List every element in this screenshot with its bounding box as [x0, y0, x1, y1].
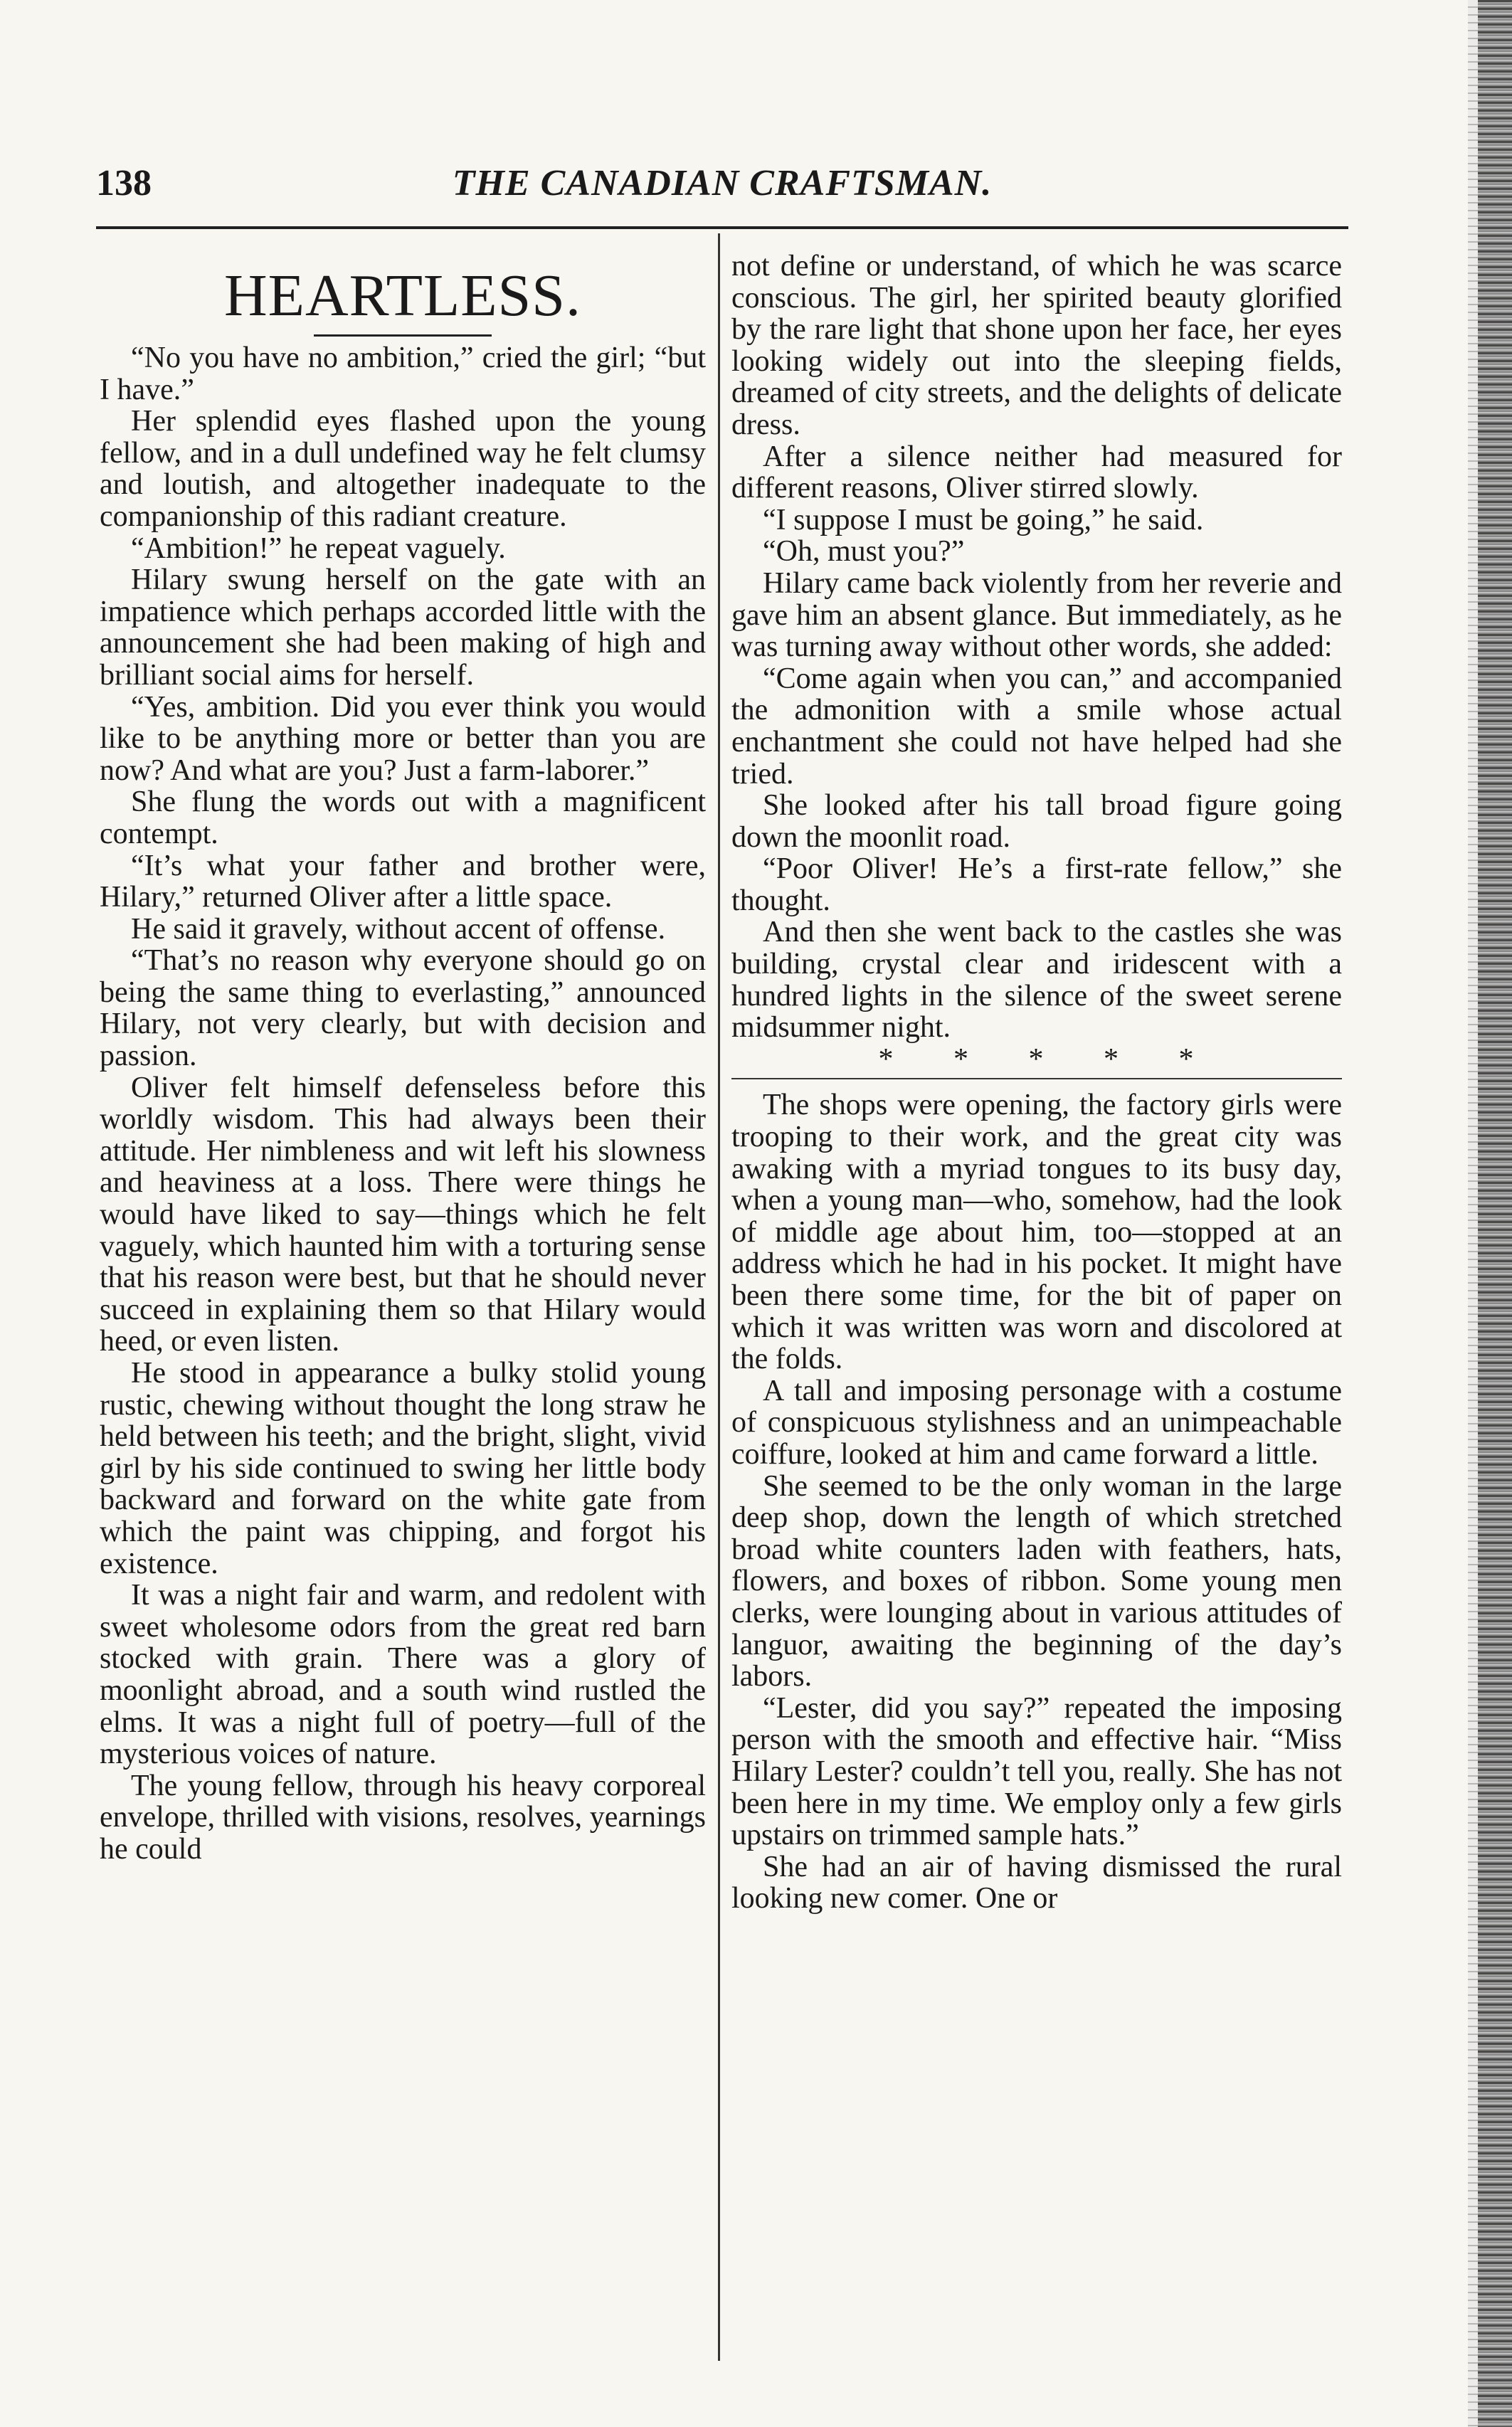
paragraph: Hilary swung herself on the gate with an impatience which perhaps accorded little with the announcement she had been making of high and brilliant social aims for herself.	[100, 564, 706, 692]
paragraph: A tall and imposing personage with a costume of conspicuous stylishness and an unimpeachable coiffure, looked at him and came forward a little.	[731, 1374, 1342, 1471]
page-edge-shadow	[1468, 0, 1478, 2427]
paragraph: “Yes, ambition. Did you ever think you would like to be anything more or better than you are now? And what are you? Just a farm-laborer.”	[100, 690, 706, 787]
paragraph: “Poor Oliver! He’s a first-rate fellow,” she thought.	[731, 852, 1342, 917]
paragraph: “It’s what your father and brother were, Hilary,” returned Oliver after a little space.	[100, 849, 706, 914]
paragraph: And then she went back to the castles she was building, crystal clear and iridescent with a hundred lights in the silence of the sweet serene midsummer night.	[731, 916, 1342, 1045]
paragraph: He said it gravely, without accent of offense.	[131, 912, 666, 946]
paragraph: Hilary came back violently from her reverie and gave him an absent glance. But immediately, as he was turning away without other words, she added:	[731, 566, 1342, 664]
paragraph: He stood in appearance a bulky stolid young rustic, chewing without thought the long straw he held between his teeth; and the bright, slight, vivid girl by his side continued to swing her little body backward and forward on the white gate from which the paint was chipping, and forgot his existence.	[100, 1357, 706, 1580]
left-column	[100, 250, 706, 2342]
paragraph: After a silence neither had measured for different reasons, Oliver stirred slowly.	[731, 440, 1342, 505]
section-break-rule	[731, 1078, 1342, 1079]
paragraph: She had an air of having dismissed the rural looking new comer. One or	[731, 1850, 1342, 1915]
header-rule	[96, 226, 1348, 229]
section-break: * * * * *	[878, 1042, 1195, 1076]
page-header	[96, 162, 1348, 219]
right-column	[731, 250, 1342, 2342]
paragraph: She flung the words out with a magnificent contempt.	[100, 786, 706, 850]
paragraph: “That’s no reason why everyone should go on being the same thing to everlasting,” announced Hilary, not very clearly, but with decision and passion.	[100, 944, 706, 1073]
paragraph: The shops were opening, the factory girls were trooping to their work, and the great city was awaking with a myriad tongues to its busy day, when a young man—who, somehow, had the look of middle age about him, too—stopped at an address which he had in his pocket. It might have been there some time, for the bit of paper on which it was written was worn and discolored at the folds.	[731, 1089, 1342, 1376]
paragraph: It was a night fair and warm, and redolent with sweet wholesome odors from the great red barn stocked with grain. There was a glory of moonlight abroad, and a south wind rustled the elms. It was a night full of poetry—full of the mysterious voices of nature.	[100, 1579, 706, 1771]
running-title: THE CANADIAN CRAFTSMAN.	[452, 163, 993, 203]
paragraph: Her splendid eyes flashed upon the young fellow, and in a dull undefined way he felt clumsy and loutish, and altogether inadequate to the companionship of this radiant creature.	[100, 405, 706, 533]
page-edge-binding	[1478, 0, 1512, 2427]
paragraph: “Lester, did you say?” repeated the imposing person with the smooth and effective hair. “Miss Hilary Lester? couldn’t tell you, really. She has not been here in my time. We employ only a few girls upstairs on trimmed sample hats.”	[731, 1691, 1342, 1852]
paragraph: The young fellow, through his heavy corporeal envelope, thrilled with visions, resolves, yearnings he could	[100, 1769, 706, 1866]
paragraph: not define or understand, of which he was scarce conscious. The girl, her spirited beauty glorified by the rare light that shone upon her face, her eyes looking widely out into the sleeping fields, dreamed of city streets, and the delights of delicate dress.	[731, 250, 1342, 441]
article-title: HEARTLESS.	[224, 263, 581, 329]
title-rule	[314, 334, 492, 337]
paragraph: “Oh, must you?”	[763, 535, 965, 569]
paragraph: Oliver felt himself defenseless before this worldly wisdom. This had always been their attitude. Her nimbleness and wit left his slowness and heaviness at a loss. There were things he would have liked to say—things which he felt vaguely, which haunted him with a torturing sense that his reason were best, but that he should never succeed in explaining them so that Hilary would heed, or even listen.	[100, 1071, 706, 1358]
paragraph: “Ambition!” he repeat vaguely.	[131, 532, 506, 565]
paragraph: She seemed to be the only woman in the large deep shop, down the length of which stretched broad white counters laden with feathers, hats, flowers, and boxes of ribbon. Some young men clerks, were lounging about in various attitudes of languor, awaiting the beginning of the day’s labors.	[731, 1469, 1342, 1693]
paragraph: “No you have no ambition,” cried the girl; “but I have.”	[100, 342, 706, 406]
column-rule	[718, 233, 720, 2361]
paragraph: She looked after his tall broad figure going down the moonlit road.	[731, 789, 1342, 854]
paragraph: “I suppose I must be going,” he said.	[763, 503, 1204, 536]
page-number: 138	[96, 163, 152, 203]
paragraph: “Come again when you can,” and accompanied the admonition with a smile whose actual enchantment she could not have helped had she tried.	[731, 662, 1342, 791]
